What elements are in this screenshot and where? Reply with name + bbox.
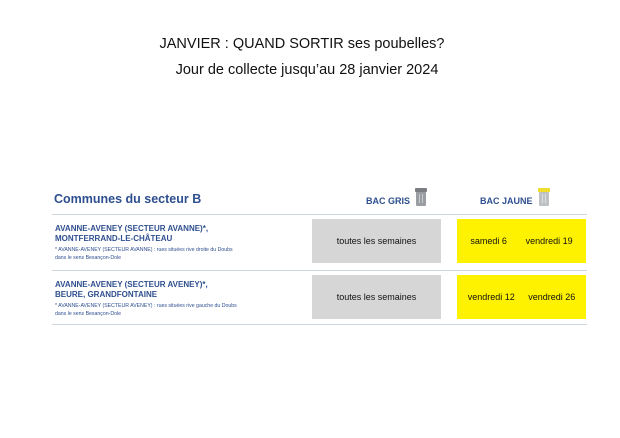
bac-jaune-header bbox=[480, 192, 550, 210]
commune-note: * AVANNE-AVENEY (SECTEUR AVANNE) : rues situées rive droite du Doubs dans le sens Besançon-Dole bbox=[55, 247, 233, 261]
collection-table bbox=[52, 186, 587, 326]
bac-jaune-label: BAC JAUNE bbox=[480, 196, 533, 206]
table-row bbox=[52, 273, 587, 325]
divider bbox=[52, 324, 587, 325]
yellow-bin-icon bbox=[538, 188, 550, 206]
divider bbox=[52, 214, 587, 215]
bac-jaune-schedule bbox=[457, 275, 586, 319]
bac-jaune-schedule bbox=[457, 219, 586, 263]
commune-names: AVANNE-AVENEY (SECTEUR AVENEY)*, BEURE, GRANDFONTAINE bbox=[55, 280, 208, 299]
grey-bin-icon bbox=[415, 188, 427, 206]
sector-title: Communes du secteur B bbox=[54, 192, 202, 206]
bac-gris-header bbox=[366, 192, 427, 210]
divider bbox=[52, 270, 587, 271]
bac-gris-schedule: toutes les semaines bbox=[312, 219, 441, 263]
commune-names: AVANNE-AVENEY (SECTEUR AVANNE)*, MONTFERRAND-LE-CHÂTEAU bbox=[55, 224, 209, 243]
commune-note: * AVANNE-AVENEY (SECTEUR AVENEY) : rues situées rive gauche du Doubs dans le sens Besançon-Dole bbox=[55, 303, 237, 317]
bac-gris-schedule: toutes les semaines bbox=[312, 275, 441, 319]
jaune-date: vendredi 26 bbox=[528, 292, 576, 302]
jaune-date: vendredi 19 bbox=[525, 236, 573, 246]
jaune-date: vendredi 12 bbox=[467, 292, 515, 302]
table-row bbox=[52, 217, 587, 269]
bac-gris-label: BAC GRIS bbox=[366, 196, 411, 206]
jaune-date: samedi 6 bbox=[470, 236, 507, 246]
page-title: JANVIER : QUAND SORTIR ses poubelles? bbox=[159, 36, 445, 52]
page-subtitle: Jour de collecte jusqu’au 28 janvier 2024 bbox=[175, 62, 439, 78]
